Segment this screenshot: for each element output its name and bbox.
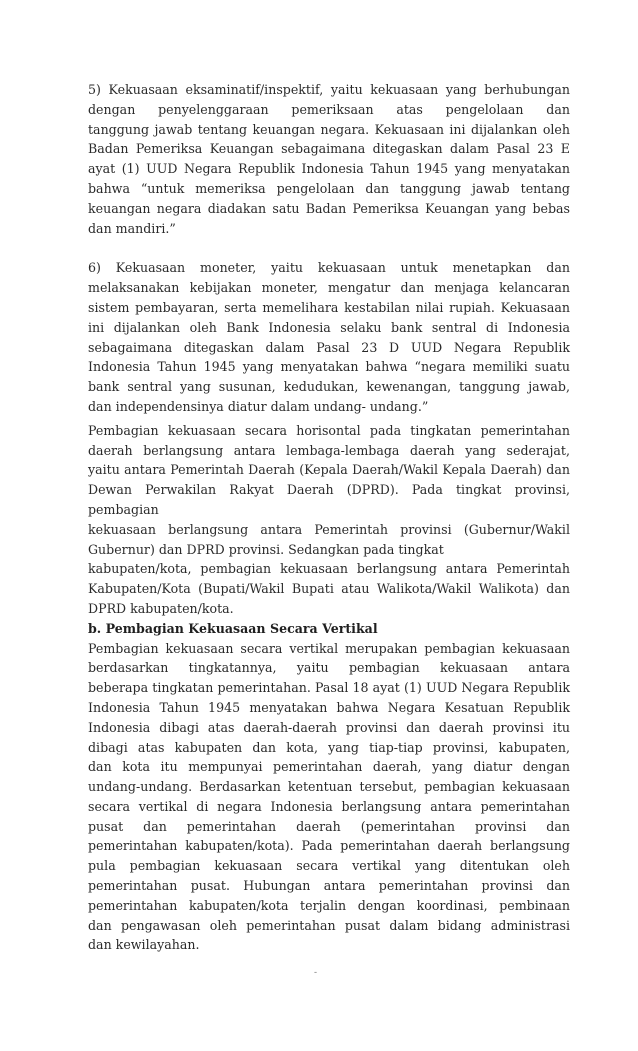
text-line: dan independensinya diatur dalam undang- undang.” <box>88 398 429 414</box>
text-line: DPRD kabupaten/kota. <box>88 600 234 616</box>
text-line: sistem pembayaran, serta memelihara kestabilan nilai rupiah. Kekuasaan <box>88 299 570 315</box>
text-line: Badan Pemeriksa Keuangan sebagaimana ditegaskan dalam Pasal 23 E <box>88 141 570 157</box>
document-body <box>88 80 570 955</box>
text-line: Kabupaten/Kota (Bupati/Wakil Bupati atau Walikota/Wakil Walikota) dan <box>88 581 570 597</box>
text-line: daerah berlangsung antara lembaga-lembaga daerah yang sederajat, <box>88 442 570 458</box>
text-line: pemerintahan kabupaten/kota terjalin dengan koordinasi, pembinaan <box>88 897 570 913</box>
text-line: keuangan negara diadakan satu Badan Pemeriksa Keuangan yang bebas <box>88 200 570 216</box>
text-line: Indonesia dibagi atas daerah-daerah provinsi dan daerah provinsi itu <box>88 719 570 735</box>
text-line: Indonesia Tahun 1945 yang menyatakan bahwa “negara memiliki suatu <box>88 359 570 375</box>
text-line: 6) Kekuasaan moneter, yaitu kekuasaan untuk menetapkan dan <box>88 260 570 276</box>
text-line: dan kewilayahan. <box>88 937 200 953</box>
section-heading: b. Pembagian Kekuasaan Secara Vertikal <box>88 620 378 636</box>
text-line: ayat (1) UUD Negara Republik Indonesia Tahun 1945 yang menyatakan <box>88 161 570 177</box>
text-line: beberapa tingkatan pemerintahan. Pasal 18 ayat (1) UUD Negara Republik <box>88 680 570 696</box>
paragraph-kekuasaan-eksaminatif <box>88 80 570 238</box>
text-line: kabupaten/kota, pembagian kekuasaan berlangsung antara Pemerintah <box>88 561 570 577</box>
text-line: bahwa “untuk memeriksa pengelolaan dan tanggung jawab tentang <box>88 180 570 196</box>
text-line: 5) Kekuasaan eksaminatif/inspektif, yaitu kekuasaan yang berhubungan <box>88 82 570 97</box>
text-line: melaksanakan kebijakan moneter, mengatur dan menjaga kelancaran <box>88 280 570 296</box>
section-pembagian-vertikal <box>88 619 570 956</box>
text-line: dan pengawasan oleh pemerintahan pusat dalam bidang administrasi <box>88 917 570 933</box>
page-number-mark: - <box>314 968 318 978</box>
text-line: secara vertikal di negara Indonesia berlangsung antara pemerintahan <box>88 798 570 814</box>
text-line: dan mandiri.” <box>88 220 176 236</box>
text-line: pula pembagian kekuasaan secara vertikal yang ditentukan oleh <box>88 858 570 874</box>
text-line: Gubernur) dan DPRD provinsi. Sedangkan pada tingkat <box>88 541 444 557</box>
text-line: dan kota itu mempunyai pemerintahan daerah, yang diatur dengan <box>88 759 570 775</box>
text-line: Indonesia Tahun 1945 menyatakan bahwa Negara Kesatuan Republik <box>88 699 570 715</box>
text-line: berdasarkan tingkatannya, yaitu pembagian kekuasaan antara <box>88 660 570 676</box>
text-line: kekuasaan berlangsung antara Pemerintah provinsi (Gubernur/Wakil <box>88 521 570 537</box>
text-line: pemerintahan pusat. Hubungan antara pemerintahan provinsi dan <box>88 878 570 894</box>
text-line: dengan penyelenggaraan pemeriksaan atas pengelolaan dan <box>88 101 570 117</box>
text-line: Pembagian kekuasaan secara horisontal pada tingkatan pemerintahan <box>88 422 570 438</box>
text-line: pusat dan pemerintahan daerah (pemerintahan provinsi dan <box>88 818 570 834</box>
text-line: Pembagian kekuasaan secara vertikal merupakan pembagian kekuasaan <box>88 640 570 656</box>
paragraph-kekuasaan-moneter <box>88 258 570 416</box>
text-line: undang-undang. Berdasarkan ketentuan tersebut, pembagian kekuasaan <box>88 779 570 795</box>
text-line: dibagi atas kabupaten dan kota, yang tiap-tiap provinsi, kabupaten, <box>88 739 570 755</box>
text-line: ini dijalankan oleh Bank Indonesia selaku bank sentral di Indonesia <box>88 319 570 335</box>
text-line: pemerintahan kabupaten/kota). Pada pemerintahan daerah berlangsung <box>88 838 570 854</box>
text-line: Dewan Perwakilan Rakyat Daerah (DPRD). Pada tingkat provinsi, pembagian <box>88 482 570 517</box>
text-line: tanggung jawab tentang keuangan negara. Kekuasaan ini dijalankan oleh <box>88 121 570 137</box>
text-line: bank sentral yang susunan, kedudukan, kewenangan, tanggung jawab, <box>88 379 570 395</box>
text-line: yaitu antara Pemerintah Daerah (Kepala Daerah/Wakil Kepala Daerah) dan <box>88 462 570 478</box>
paragraph-pembagian-horisontal <box>88 421 570 619</box>
text-line: sebagaimana ditegaskan dalam Pasal 23 D UUD Negara Republik <box>88 339 570 355</box>
